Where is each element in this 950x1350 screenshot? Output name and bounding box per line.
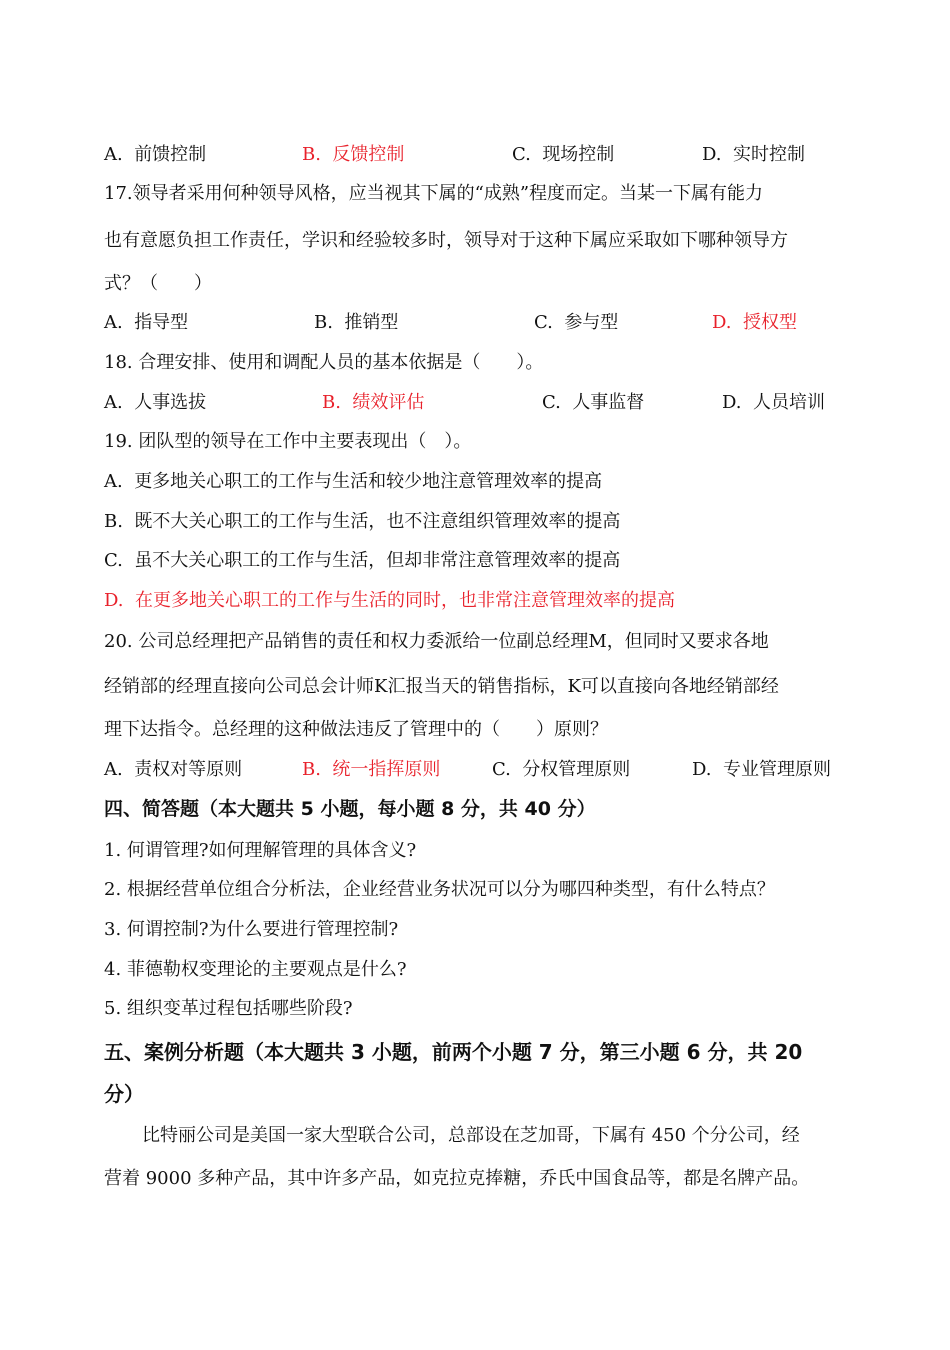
q17-option-d: D. 授权型	[712, 312, 797, 333]
section4-question-2: 2. 根据经营单位组合分析法，企业经营业务状况可以分为哪四种类型，有什么特点？	[104, 879, 775, 900]
case-paragraph-line-1: 比特丽公司是美国一家大型联合公司，总部设在芝加哥，下属有 450 个分公司，经	[142, 1125, 800, 1146]
case-paragraph-line-2: 营着 9000 多种产品，其中许多产品，如克拉克捧糖，乔氏中国食品等，都是名牌产品。	[104, 1168, 810, 1189]
q19-option-d: D. 在更多地关心职工的工作与生活的同时，也非常注意管理效率的提高	[104, 590, 675, 611]
q20-stem-line-3: 理下达指令。总经理的这种做法违反了管理中的（ ）原则？	[104, 719, 608, 740]
q16-option-a: A. 前馈控制	[104, 144, 207, 165]
q18-option-a: A. 人事选拔	[104, 392, 207, 413]
q16-option-d: D. 实时控制	[702, 144, 805, 165]
section5-heading-line-2: 分）	[104, 1082, 144, 1106]
q17-options	[104, 310, 849, 336]
section4-question-5: 5. 组织变革过程包括哪些阶段?	[104, 998, 353, 1019]
q17-option-b: B. 推销型	[314, 312, 399, 333]
q19-stem: 19. 团队型的领导在工作中主要表现出（ ）。	[104, 431, 472, 452]
q20-option-a: A. 责权对等原则	[104, 759, 243, 780]
q16-options	[104, 142, 849, 168]
section4-question-4: 4. 菲德勒权变理论的主要观点是什么?	[104, 959, 407, 980]
q18-option-d: D. 人员培训	[722, 392, 825, 413]
section4-question-3: 3. 何谓控制?为什么要进行管理控制?	[104, 919, 399, 940]
q20-stem-line-1: 20. 公司总经理把产品销售的责任和权力委派给一位副总经理M，但同时又要求各地	[104, 631, 769, 652]
section4-heading: 四、简答题（本大题共 5 小题，每小题 8 分，共 40 分）	[104, 798, 596, 820]
q19-option-a: A. 更多地关心职工的工作与生活和较少地注意管理效率的提高	[104, 471, 603, 492]
q20-options	[104, 757, 849, 783]
q20-option-b: B. 统一指挥原则	[302, 759, 441, 780]
q17-stem-line-1: 17.领导者采用何种领导风格，应当视其下属的“成熟”程度而定。当某一下属有能力	[104, 183, 764, 204]
q18-option-b: B. 绩效评估	[322, 392, 425, 413]
q16-option-b: B. 反馈控制	[302, 144, 405, 165]
section4-question-1: 1. 何谓管理?如何理解管理的具体含义?	[104, 840, 417, 861]
q18-option-c: C. 人事监督	[542, 392, 645, 413]
q17-stem-line-3: 式？（ ）	[104, 273, 212, 294]
q19-option-b: B. 既不大关心职工的工作与生活，也不注意组织管理效率的提高	[104, 511, 621, 532]
q18-stem: 18. 合理安排、使用和调配人员的基本依据是（ ）。	[104, 352, 544, 373]
section5-heading-line-1: 五、案例分析题（本大题共 3 小题，前两个小题 7 分，第三小题 6 分，共 20	[104, 1040, 803, 1064]
q20-stem-line-2: 经销部的经理直接向公司总会计师K汇报当天的销售指标，K可以直接向各地经销部经	[104, 676, 779, 697]
q17-stem-line-2: 也有意愿负担工作责任，学识和经验较多时，领导对于这种下属应采取如下哪种领导方	[104, 230, 788, 251]
q17-option-a: A. 指导型	[104, 312, 189, 333]
q20-option-c: C. 分权管理原则	[492, 759, 631, 780]
q20-option-d: D. 专业管理原则	[692, 759, 831, 780]
q17-option-c: C. 参与型	[534, 312, 619, 333]
q18-options	[104, 390, 849, 416]
q19-option-c: C. 虽不大关心职工的工作与生活，但却非常注意管理效率的提高	[104, 550, 621, 571]
q16-option-c: C. 现场控制	[512, 144, 615, 165]
